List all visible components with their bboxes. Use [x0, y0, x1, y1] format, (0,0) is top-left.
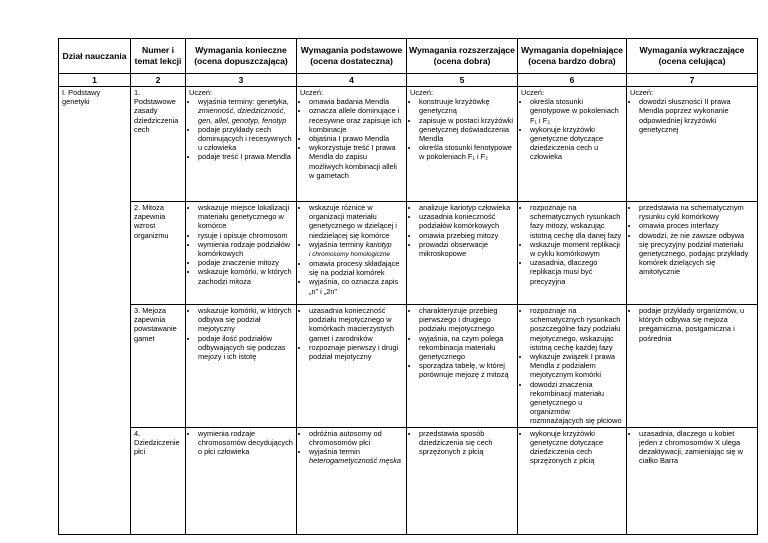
col-number: 2	[131, 74, 186, 87]
header-dzial: Dział nauczania	[59, 39, 131, 74]
list-item: • omawia przebieg mitozy	[419, 231, 514, 240]
wykraczajace-cell	[627, 427, 758, 534]
rozszerzajace-cell	[407, 427, 518, 534]
dopelniajace-cell	[518, 87, 627, 202]
list-item: • wskazuje komórki, w których odbywa się podział mejotyczny	[198, 306, 293, 334]
list-item: • podaje znaczenie mitozy	[198, 258, 293, 267]
header-dopelniajace: Wymagania dopełniające (ocena bardzo dobra)	[518, 39, 627, 74]
list-item: • wyjaśnia terminy kariotyp i chromosomy homologiczne	[309, 240, 403, 259]
uczen-label: Uczeń:	[300, 88, 324, 97]
uczen-label: Uczeń:	[521, 88, 545, 97]
konieczne-cell	[186, 87, 297, 202]
list-item: • wskazuje komórki, w których zachodzi mitoza	[198, 267, 293, 285]
list-item: • objaśnia I prawo Mendla	[309, 134, 403, 143]
header-wykraczajace: Wymagania wykraczające (ocena celująca)	[627, 39, 758, 74]
list-item: • wykonuje krzyżówki genetyczne dotyczące dziedziczenia cech sprzężonych z płcią	[530, 429, 623, 466]
list-item: • omawia procesy składające się na podział komórek	[309, 259, 403, 277]
list-item: • rozpoznaje pierwszy i drugi podział mejotyczny	[309, 343, 403, 361]
list-item: • wykonuje krzyżówki genetyczne dotyczące dziedziczenia cech u człowieka	[530, 125, 623, 162]
list-item: • wykazuje związek I prawa Mendla z podziałem mejotycznym komórki	[530, 352, 623, 380]
list-item: • sporządza tabelę, w której porównuje mejozę z mitozą	[419, 361, 514, 379]
header-konieczne: Wymagania konieczne (ocena dopuszczająca)	[186, 39, 297, 74]
list-item: • analizuje kariotyp człowieka	[419, 203, 514, 212]
topic-cell: 3. Mejoza zapewnia powstawanie gamet	[131, 305, 186, 428]
col-number: 1	[59, 74, 131, 87]
list-item: • podaje treść I prawa Mendla	[198, 152, 293, 161]
list-item: • omawia proces interfazy	[639, 221, 754, 230]
col-number: 6	[518, 74, 627, 87]
rozszerzajace-cell	[407, 87, 518, 202]
dopelniajace-cell	[518, 427, 627, 534]
list-item: • oznacza allele dominujące i recesywne oraz zapisuje ich kombinacje	[309, 106, 403, 134]
list-item: • wyjaśnia, co oznacza zapis „n” i „2n”	[309, 277, 403, 295]
list-item: • wskazuje miejsce lokalizacji materiału genetycznego w komórce	[198, 203, 293, 231]
konieczne-cell	[186, 202, 297, 305]
list-item: • omawia badania Mendla	[309, 97, 403, 106]
list-item: • wyjaśnia termin heterogametyczność męska	[309, 447, 403, 465]
list-item: • podaje przykłady cech dominujących i recesywnych u człowieka	[198, 125, 293, 153]
konieczne-cell	[186, 427, 297, 534]
column-number-row	[59, 74, 758, 87]
list-item: • prowadzi obserwacje mikroskopowe	[419, 240, 514, 258]
list-item: • zapisuje w postaci krzyżówki genetycznej doświadczenia Mendla	[419, 116, 514, 144]
header-numer: Numer i temat lekcji	[131, 39, 186, 74]
list-item: • określa stosunki fenotypowe w pokoleniach F₁ i F₂	[419, 143, 514, 161]
list-item: • rozpoznaje na schematycznych rysunkach fazy mitozy, wskazując istotną cechę dla danej fazy	[530, 203, 623, 240]
list-item: • podaje przykłady organizmów, u których odbywa się mejoza pregamiczna, postgamiczna i pośrednia	[639, 306, 754, 343]
header-podstawowe: Wymagania podstawowe (ocena dostateczna)	[297, 39, 407, 74]
table-row	[59, 87, 758, 202]
list-item: • wymienia rodzaje chromosomów decydujących o płci człowieka	[198, 429, 293, 457]
list-item: • charakteryzuje przebieg pierwszego i drugiego podziału mejotycznego	[419, 306, 514, 334]
col-number: 7	[627, 74, 758, 87]
list-item: • określa stosunki genotypowe w pokoleniach F₁ i F₂	[530, 97, 623, 125]
uczen-label: Uczeń:	[410, 88, 434, 97]
list-item: • dowodzi, że nie zawsze odbywa się precyzyjny podział materiału genetycznego, podając przykłady komórek dzielących się amitotycznie	[639, 231, 754, 277]
podstawowe-cell	[297, 427, 407, 534]
list-item: • podaje ilość podziałów odbywających się podczas mejozy i ich istotę	[198, 334, 293, 362]
table-row	[59, 202, 758, 305]
podstawowe-cell	[297, 305, 407, 428]
list-item: • rysuje i opisuje chromosom	[198, 231, 293, 240]
requirements-table	[58, 38, 758, 535]
header-rozszerzajace: Wymagania rozszerzające (ocena dobra)	[407, 39, 518, 74]
uczen-label: Uczeń:	[630, 88, 654, 97]
section-cell: I. Podstawy genetyki	[59, 87, 131, 535]
list-item: • wykorzystuje treść I prawa Mendla do zapisu możliwych kombinacji alleli w gametach	[309, 143, 403, 180]
topic-cell: 1. Podstawowe zasady dziedziczenia cech	[131, 87, 186, 202]
list-item: • wymienia rodzaje podziałów komórkowych	[198, 240, 293, 258]
list-item: • uzasadnia konieczność podziałów komórkowych	[419, 212, 514, 230]
list-item: • dowodzi znaczenia rekombinacji materiału genetycznego u organizmów rozmnażających się płciowo	[530, 380, 623, 426]
konieczne-cell	[186, 305, 297, 428]
list-item: • wskazuje moment replikacji w cyklu komórkowym	[530, 240, 623, 258]
rozszerzajace-cell	[407, 202, 518, 305]
list-item: • wyjaśnia, na czym polega rekombinacja materiału genetycznego	[419, 334, 514, 362]
list-item: • konstruuje krzyżówkę genetyczną	[419, 97, 514, 115]
list-item: • przedstawia na schematycznym rysunku cykl komórkowy	[639, 203, 754, 221]
podstawowe-cell	[297, 87, 407, 202]
col-number: 5	[407, 74, 518, 87]
rozszerzajace-cell	[407, 305, 518, 428]
header-row	[59, 39, 758, 74]
podstawowe-cell	[297, 202, 407, 305]
table-row	[59, 305, 758, 428]
table-row	[59, 427, 758, 534]
list-item: • przedstawia sposób dziedziczenia się cech sprzężonych z płcią	[419, 429, 514, 457]
wykraczajace-cell	[627, 202, 758, 305]
list-item: • wyjaśnia terminy: genetyka, zmienność, dziedziczność, gen, allel, genotyp, fenotyp	[198, 97, 293, 125]
dopelniajace-cell	[518, 202, 627, 305]
dopelniajace-cell	[518, 305, 627, 428]
topic-cell: 2. Mitoza zapewnia wzrost organizmu	[131, 202, 186, 305]
list-item: • wskazuje różnice w organizacji materiału genetycznego w dzielącej i niedzielącej się komórce	[309, 203, 403, 240]
wykraczajace-cell	[627, 305, 758, 428]
list-item: • uzasadnia konieczność podziału mejotycznego w komórkach macierzystych gamet i zarodników	[309, 306, 403, 343]
list-item: • dowodzi słuszności II prawa Mendla poprzez wykonanie odpowiedniej krzyżówki genetycznej	[639, 97, 754, 134]
list-item: • odróżnia autosomy od chromosomów płci	[309, 429, 403, 447]
list-item: • uzasadnia, dlaczego replikacja musi być precyzyjna	[530, 258, 623, 286]
uczen-label: Uczeń:	[189, 88, 213, 97]
list-item: • uzasadnia, dlaczego u kobiet jeden z chromosomów X ulega dezaktywacji, zamieniając się w ciałko Barra	[639, 429, 754, 466]
list-item: • rozpoznaje na schematycznych rysunkach poszczególne fazy podziału mejotycznego, wskazując istotną cechę każdej fazy	[530, 306, 623, 352]
col-number: 4	[297, 74, 407, 87]
topic-cell: 4. Dziedziczenie płci	[131, 427, 186, 534]
col-number: 3	[186, 74, 297, 87]
wykraczajace-cell	[627, 87, 758, 202]
